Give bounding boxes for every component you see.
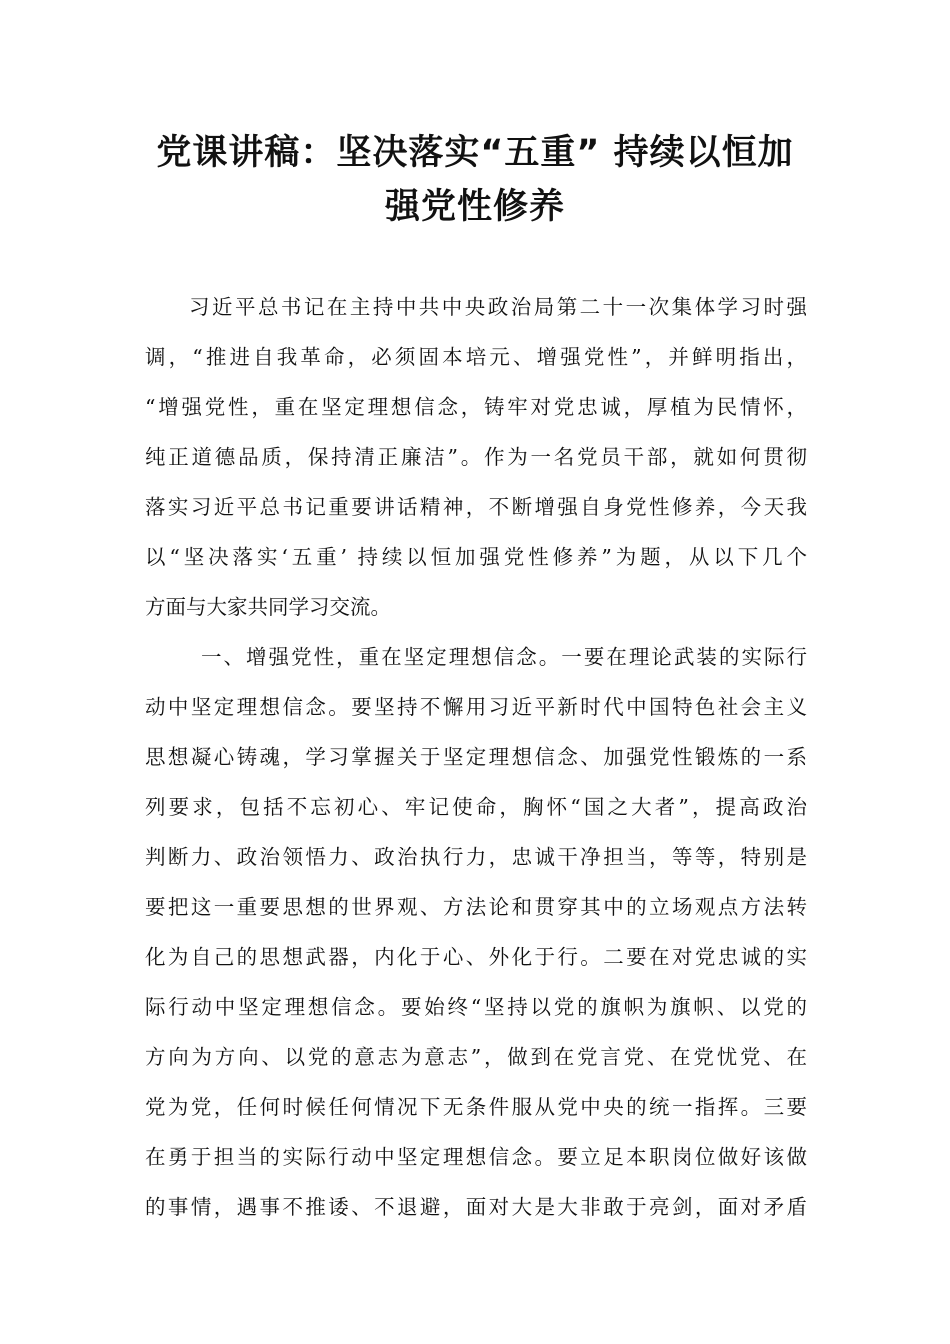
paragraph-line: 要把这一重要思想的世界观、方法论和贯穿其中的立场观点方法转 <box>145 895 807 919</box>
paragraph-line: 际行动中坚定理想信念。要始终“坚持以党的旗帜为旗帜、以党的 <box>145 995 807 1019</box>
document-title <box>130 126 820 234</box>
paragraph-line: 在勇于担当的实际行动中坚定理想信念。要立足本职岗位做好该做 <box>145 1145 807 1169</box>
paragraph-line: “增强党性，重在坚定理想信念，铸牢对党忠诚，厚植为民情怀， <box>145 395 807 419</box>
title-line-2: 强党性修养 <box>384 187 565 227</box>
paragraph-line: 动中坚定理想信念。要坚持不懈用习近平新时代中国特色社会主义 <box>145 695 807 719</box>
paragraph-line: 列要求，包括不忘初心、牢记使命，胸怀“国之大者”，提高政治 <box>145 795 807 819</box>
paragraph-line: 纯正道德品质，保持清正廉洁”。作为一名党员干部，就如何贯彻 <box>145 445 807 469</box>
paragraph-line: 以“坚决落实‘五重’ 持续以恒加强党性修养”为题，从以下几个 <box>145 545 807 569</box>
paragraph-line: 落实习近平总书记重要讲话精神，不断增强自身党性修养，今天我 <box>145 495 807 519</box>
paragraph-line: 一、增强党性，重在坚定理想信念。一要在理论武装的实际行 <box>201 645 807 669</box>
paragraph-line: 调，“推进自我革命，必须固本培元、增强党性”，并鲜明指出， <box>145 345 807 369</box>
paragraph-intro <box>145 282 807 632</box>
paragraph-line: 的事情，遇事不推诿、不退避，面对大是大非敢于亮剑，面对矛盾 <box>145 1195 807 1219</box>
document-body <box>145 282 807 1232</box>
paragraph-line: 化为自己的思想武器，内化于心、外化于行。二要在对党忠诚的实 <box>145 945 807 969</box>
paragraph-line: 思想凝心铸魂，学习掌握关于坚定理想信念、加强党性锻炼的一系 <box>145 745 807 769</box>
paragraph-section-1 <box>145 632 807 1232</box>
title-line-1: 党课讲稿：坚决落实“五重” 持续以恒加 <box>156 133 794 173</box>
paragraph-line: 方面与大家共同学习交流。 <box>145 595 391 619</box>
paragraph-line: 习近平总书记在主持中共中央政治局第二十一次集体学习时强 <box>189 295 807 319</box>
paragraph-line: 方向为方向、以党的意志为意志”，做到在党言党、在党忧党、在 <box>145 1045 807 1069</box>
paragraph-line: 党为党，任何时候任何情况下无条件服从党中央的统一指挥。三要 <box>145 1095 807 1119</box>
paragraph-line: 判断力、政治领悟力、政治执行力，忠诚干净担当，等等，特别是 <box>145 845 807 869</box>
